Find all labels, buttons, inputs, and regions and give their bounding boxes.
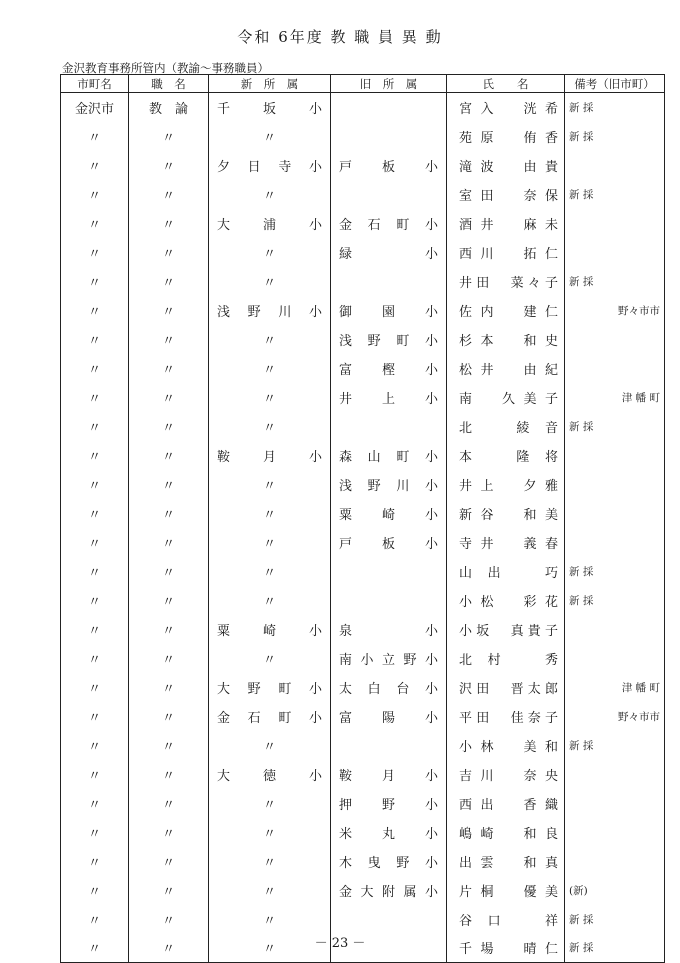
col-header-note: 備考（旧市町）: [565, 75, 665, 93]
cell-position: 〃: [129, 818, 209, 847]
cell-note: [565, 470, 665, 499]
cell-old-school: 鞍 月 小: [331, 760, 447, 789]
cell-position: 〃: [129, 470, 209, 499]
page-number: － 23 －: [314, 936, 366, 951]
cell-new-school: 〃: [209, 354, 331, 383]
table-row: [61, 383, 665, 412]
cell-city: 〃: [61, 528, 129, 557]
cell-city: 〃: [61, 209, 129, 238]
cell-position: 〃: [129, 528, 209, 557]
cell-new-school: 夕日寺小: [209, 151, 331, 180]
cell-city: 金沢市: [61, 93, 129, 122]
cell-name: 井田 菜々子: [447, 267, 565, 296]
cell-note: [565, 644, 665, 673]
col-header-old-school: 旧 所 属: [331, 75, 447, 93]
cell-new-school: 〃: [209, 499, 331, 528]
cell-new-school: 鞍 月 小: [209, 441, 331, 470]
cell-old-school: 戸 板 小: [331, 151, 447, 180]
table-row: [61, 499, 665, 528]
table-row: [61, 760, 665, 789]
cell-position: 〃: [129, 876, 209, 905]
cell-new-school: 〃: [209, 122, 331, 151]
cell-city: 〃: [61, 731, 129, 760]
cell-city: 〃: [61, 180, 129, 209]
col-header-new-school: 新 所 属: [209, 75, 331, 93]
cell-new-school: 〃: [209, 847, 331, 876]
cell-city: 〃: [61, 354, 129, 383]
transfer-table: [60, 74, 665, 963]
cell-old-school: 太白台小: [331, 673, 447, 702]
cell-note: [565, 789, 665, 818]
cell-new-school: 浅野川小: [209, 296, 331, 325]
cell-name: 谷口 祥: [447, 905, 565, 934]
cell-old-school: 金石町小: [331, 209, 447, 238]
cell-position: 〃: [129, 847, 209, 876]
cell-new-school: 〃: [209, 586, 331, 615]
cell-note: 新 採: [565, 180, 665, 209]
col-header-name: 氏 名: [447, 75, 565, 93]
cell-name: 佐内 建仁: [447, 296, 565, 325]
cell-note: 新 採: [565, 93, 665, 122]
table-row: [61, 325, 665, 354]
cell-old-school: [331, 412, 447, 441]
cell-city: 〃: [61, 760, 129, 789]
cell-position: 〃: [129, 354, 209, 383]
page-subtitle: 金沢教育事務所管内（教諭〜事務職員）: [62, 61, 269, 75]
cell-new-school: 大 徳 小: [209, 760, 331, 789]
table-row: [61, 151, 665, 180]
cell-new-school: 粟 崎 小: [209, 615, 331, 644]
cell-note: 新 採: [565, 557, 665, 586]
cell-name: 滝波 由貴: [447, 151, 565, 180]
cell-city: 〃: [61, 557, 129, 586]
cell-new-school: 千 坂 小: [209, 93, 331, 122]
table-row: [61, 876, 665, 905]
cell-name: 井上 夕雅: [447, 470, 565, 499]
cell-city: 〃: [61, 296, 129, 325]
table-row: [61, 412, 665, 441]
cell-position: 〃: [129, 412, 209, 441]
cell-new-school: 〃: [209, 934, 331, 963]
cell-note: [565, 847, 665, 876]
cell-name: 室田 奈保: [447, 180, 565, 209]
cell-new-school: 金石町小: [209, 702, 331, 731]
cell-old-school: [331, 180, 447, 209]
cell-note: [565, 760, 665, 789]
cell-name: 北村 秀: [447, 644, 565, 673]
table-row: [61, 528, 665, 557]
cell-note: 新 採: [565, 267, 665, 296]
cell-name: 南 久美子: [447, 383, 565, 412]
cell-city: 〃: [61, 905, 129, 934]
cell-note: 野々市市: [565, 296, 665, 325]
cell-city: 〃: [61, 238, 129, 267]
cell-city: 〃: [61, 325, 129, 354]
cell-new-school: 〃: [209, 412, 331, 441]
cell-city: 〃: [61, 151, 129, 180]
cell-new-school: 〃: [209, 557, 331, 586]
cell-city: 〃: [61, 267, 129, 296]
table-row: [61, 847, 665, 876]
cell-old-school: 御 園 小: [331, 296, 447, 325]
cell-new-school: 〃: [209, 238, 331, 267]
cell-position: 〃: [129, 934, 209, 963]
cell-city: 〃: [61, 470, 129, 499]
cell-name: 北 綾音: [447, 412, 565, 441]
cell-old-school: [331, 122, 447, 151]
cell-old-school: 米 丸 小: [331, 818, 447, 847]
table-row: [61, 905, 665, 934]
cell-city: 〃: [61, 441, 129, 470]
cell-name: 宮入 洸希: [447, 93, 565, 122]
cell-old-school: 粟 崎 小: [331, 499, 447, 528]
table-row: [61, 673, 665, 702]
cell-note: 新 採: [565, 412, 665, 441]
cell-new-school: 大野町小: [209, 673, 331, 702]
cell-position: 〃: [129, 209, 209, 238]
cell-city: 〃: [61, 847, 129, 876]
cell-old-school: 金大附属小: [331, 876, 447, 905]
cell-old-school: [331, 586, 447, 615]
cell-old-school: 井 上 小: [331, 383, 447, 412]
cell-old-school: 押 野 小: [331, 789, 447, 818]
table-row: [61, 441, 665, 470]
cell-name: 寺井 義春: [447, 528, 565, 557]
cell-old-school: 森山町小: [331, 441, 447, 470]
cell-position: 〃: [129, 760, 209, 789]
cell-new-school: 〃: [209, 876, 331, 905]
cell-city: 〃: [61, 586, 129, 615]
cell-name: 沢田 晋太郎: [447, 673, 565, 702]
cell-new-school: 〃: [209, 180, 331, 209]
cell-name: 新谷 和美: [447, 499, 565, 528]
cell-name: 本 隆将: [447, 441, 565, 470]
cell-old-school: 戸 板 小: [331, 528, 447, 557]
cell-city: 〃: [61, 876, 129, 905]
cell-city: 〃: [61, 644, 129, 673]
table-row: [61, 209, 665, 238]
cell-old-school: [331, 267, 447, 296]
cell-city: 〃: [61, 499, 129, 528]
cell-position: 〃: [129, 296, 209, 325]
cell-note: (新): [565, 876, 665, 905]
cell-new-school: 〃: [209, 905, 331, 934]
cell-note: [565, 818, 665, 847]
cell-old-school: 泉 小: [331, 615, 447, 644]
cell-note: [565, 325, 665, 354]
cell-city: 〃: [61, 383, 129, 412]
cell-position: 〃: [129, 615, 209, 644]
cell-note: 津 幡 町: [565, 673, 665, 702]
cell-position: 〃: [129, 441, 209, 470]
cell-position: 〃: [129, 557, 209, 586]
cell-position: 〃: [129, 122, 209, 151]
cell-position: 〃: [129, 238, 209, 267]
cell-city: 〃: [61, 615, 129, 644]
cell-note: [565, 209, 665, 238]
cell-new-school: 〃: [209, 818, 331, 847]
cell-old-school: [331, 905, 447, 934]
cell-name: 小松 彩花: [447, 586, 565, 615]
cell-note: [565, 238, 665, 267]
page-title: 令和 6年度 教 職 員 異 動: [237, 28, 443, 46]
cell-position: 教 論: [129, 93, 209, 122]
cell-position: 〃: [129, 905, 209, 934]
cell-position: 〃: [129, 731, 209, 760]
cell-old-school: [331, 731, 447, 760]
cell-note: 新 採: [565, 586, 665, 615]
cell-new-school: 大 浦 小: [209, 209, 331, 238]
table-row: [61, 789, 665, 818]
table-row: [61, 702, 665, 731]
cell-new-school: 〃: [209, 789, 331, 818]
table-row: [61, 731, 665, 760]
cell-position: 〃: [129, 180, 209, 209]
col-header-position: 職 名: [129, 75, 209, 93]
cell-position: 〃: [129, 325, 209, 354]
cell-new-school: 〃: [209, 470, 331, 499]
cell-city: 〃: [61, 122, 129, 151]
cell-old-school: 浅野川小: [331, 470, 447, 499]
cell-name: 酒井 麻未: [447, 209, 565, 238]
cell-old-school: 南小立野小: [331, 644, 447, 673]
cell-note: 新 採: [565, 934, 665, 963]
cell-name: 平田 佳奈子: [447, 702, 565, 731]
cell-new-school: 〃: [209, 325, 331, 354]
table-row: [61, 180, 665, 209]
cell-name: 出雲 和真: [447, 847, 565, 876]
cell-note: [565, 615, 665, 644]
cell-old-school: [331, 93, 447, 122]
cell-new-school: 〃: [209, 383, 331, 412]
table-body: [61, 93, 665, 963]
cell-name: 西川 拓仁: [447, 238, 565, 267]
cell-name: 嶋崎 和良: [447, 818, 565, 847]
cell-name: 松井 由紀: [447, 354, 565, 383]
cell-new-school: 〃: [209, 731, 331, 760]
cell-new-school: 〃: [209, 267, 331, 296]
cell-position: 〃: [129, 702, 209, 731]
cell-position: 〃: [129, 151, 209, 180]
cell-name: 杉本 和史: [447, 325, 565, 354]
cell-old-school: 緑 小: [331, 238, 447, 267]
table-row: [61, 354, 665, 383]
cell-city: 〃: [61, 702, 129, 731]
cell-position: 〃: [129, 383, 209, 412]
table-row: [61, 238, 665, 267]
cell-name: 吉川 奈央: [447, 760, 565, 789]
cell-position: 〃: [129, 789, 209, 818]
cell-old-school: 富 樫 小: [331, 354, 447, 383]
cell-position: 〃: [129, 673, 209, 702]
cell-old-school: [331, 557, 447, 586]
table-row: [61, 267, 665, 296]
cell-note: 新 採: [565, 731, 665, 760]
table-row: [61, 557, 665, 586]
cell-city: 〃: [61, 818, 129, 847]
cell-note: [565, 354, 665, 383]
cell-old-school: 木曳野小: [331, 847, 447, 876]
cell-note: [565, 499, 665, 528]
cell-name: 小林 美和: [447, 731, 565, 760]
table-row: [61, 818, 665, 847]
cell-old-school: 浅野町小: [331, 325, 447, 354]
cell-note: 新 採: [565, 122, 665, 151]
col-header-city: 市町名: [61, 75, 129, 93]
cell-city: 〃: [61, 789, 129, 818]
table-row: [61, 122, 665, 151]
table-row: [61, 93, 665, 122]
cell-note: 野々市市: [565, 702, 665, 731]
cell-old-school: 富 陽 小: [331, 702, 447, 731]
cell-city: 〃: [61, 934, 129, 963]
cell-new-school: 〃: [209, 528, 331, 557]
cell-name: 山出 巧: [447, 557, 565, 586]
cell-name: 千場 晴仁: [447, 934, 565, 963]
cell-note: [565, 528, 665, 557]
table-header-row: [61, 75, 665, 93]
cell-name: 片桐 優美: [447, 876, 565, 905]
cell-name: 小坂 真貴子: [447, 615, 565, 644]
table-row: [61, 615, 665, 644]
cell-name: 西出 香織: [447, 789, 565, 818]
table-row: [61, 296, 665, 325]
cell-note: 新 採: [565, 905, 665, 934]
cell-position: 〃: [129, 499, 209, 528]
cell-name: 苑原 侑香: [447, 122, 565, 151]
cell-city: 〃: [61, 412, 129, 441]
cell-position: 〃: [129, 644, 209, 673]
cell-new-school: 〃: [209, 644, 331, 673]
table-row: [61, 644, 665, 673]
cell-position: 〃: [129, 267, 209, 296]
cell-note: [565, 151, 665, 180]
cell-note: [565, 441, 665, 470]
cell-city: 〃: [61, 673, 129, 702]
table-row: [61, 470, 665, 499]
cell-position: 〃: [129, 586, 209, 615]
cell-note: 津 幡 町: [565, 383, 665, 412]
table-row: [61, 586, 665, 615]
